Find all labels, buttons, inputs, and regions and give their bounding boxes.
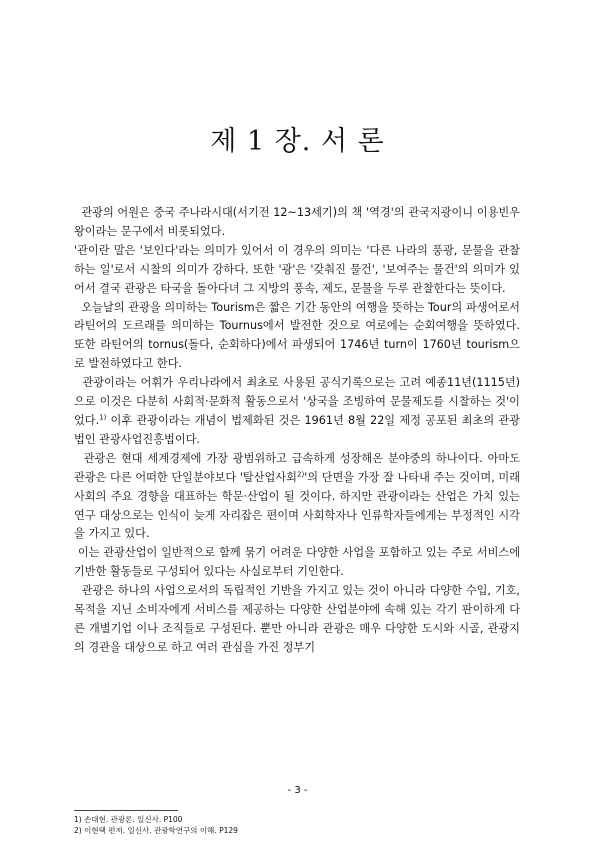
footnotes (74, 814, 238, 836)
paragraph-text: 이후 관광이라는 개념이 법제화된 것은 1961년 8월 22일 제정 공포된 최초의 관광법인 관광사업진흥법이다. (74, 413, 520, 446)
chapter-title: 제 1 장. 서 론 (210, 126, 385, 157)
paragraph-text: 관광은 하나의 사업으로서의 독립적인 기반을 가지고 있는 것이 아니라 다양한 수입, 기호, 목적을 지닌 소비자에게 서비스를 제공하는 다양한 산업분야에 속해 있는 각기 판이하게 다른 개별기업 이나 조직들로 구성된다. 뿐만 아니라 관광은 매우 다양한 도시와 시골, 관광지의 경관을 대상으로 하고 여러 관심을 가진 정부기 (74, 584, 520, 654)
body-text (74, 204, 520, 658)
paragraph-2 (74, 242, 520, 299)
paragraph-text: 이는 관광산업이 일반적으로 함께 묶기 어려운 다양한 사업을 포함하고 있는 주로 서비스에 기반한 활동들로 구성되어 있다는 사실로부터 기인한다. (74, 546, 521, 579)
page-number: - 3 - (287, 785, 308, 796)
footnote-2: 2) 이현택 편저. 일신사. 관광학연구의 이해. P129 (74, 826, 238, 835)
footnote-ref-1: 1) (99, 413, 107, 422)
paragraph-text: 관광이라는 어휘가 우리나라에서 최초로 사용된 공식기록으로는 고려 예종11년(1115년)으로 이것은 다분히 사회적·문화적 활동으로서 '상국을 조빙하여 문물제도를 시찰하는 것'이었다. (74, 376, 520, 427)
footnote-ref-2: 2) (296, 469, 305, 478)
paragraph-text: 관광의 어원은 중국 주나라시대(서기전 12~13세기)의 책 '역경'의 관국지광이니 이용빈우왕이라는 문구에서 비롯되었다. (74, 206, 520, 238)
paragraph-text: 관광은 현대 세계경제에 가장 광범위하고 급속하게 성장해온 분야중의 하나이다. 아마도 관광은 다른 어떠한 단일분야보다 '탈산업사회 (74, 451, 520, 484)
paragraph-text: '관이란 말은 '보인다'라는 의미가 있어서 이 경우의 의미는 '다른 나라의 풍광, 문물을 관찰하는 일'로서 시찰의 의미가 강하다. 또한 '광'은 '갖춰진 물건', '보여주는 물건'의 의미가 있어서 결국 관광은 타국을 돌아다녀 그 지방의 풍속, 제도, 문물을 두루 관찰한다는 뜻이다. (74, 243, 520, 295)
paragraph-5 (74, 450, 520, 545)
paragraph-6 (74, 544, 520, 582)
paragraph-3 (74, 299, 520, 375)
paragraph-4 (74, 374, 520, 450)
paragraph-text: '의 단면을 가장 잘 나타내 주는 것이며, 미래사회의 주요 경향을 대표하는 학문·산업이 될 것이다. 하지만 관광이라는 산업은 가치 있는 연구 대상으로는 인식이 늦게 자리잡은 편이며 사회학자나 인류학자들에게는 부정적인 시각을 가지고 있다. (74, 470, 521, 541)
paragraph-1 (74, 204, 520, 242)
paragraph-text: 오늘날의 관광을 의미하는 Tourism은 짧은 기간 동안의 여행을 뜻하는 Tour의 파생어로서 라틴어의 도르래를 의미하는 Tournus에서 발전한 것으로 여로에는 순회여행을 뜻하였다. 또한 라틴어의 tornus(돌다, 순회하다)에서 파생되어 1746년 turn이 1760년 tourism으로 발전하였다고 한다. (74, 300, 520, 371)
footnote-1: 1) 손대현. 관광론. 일신사. P100 (74, 815, 183, 824)
paragraph-7 (74, 582, 520, 658)
footnote-divider (74, 810, 178, 811)
